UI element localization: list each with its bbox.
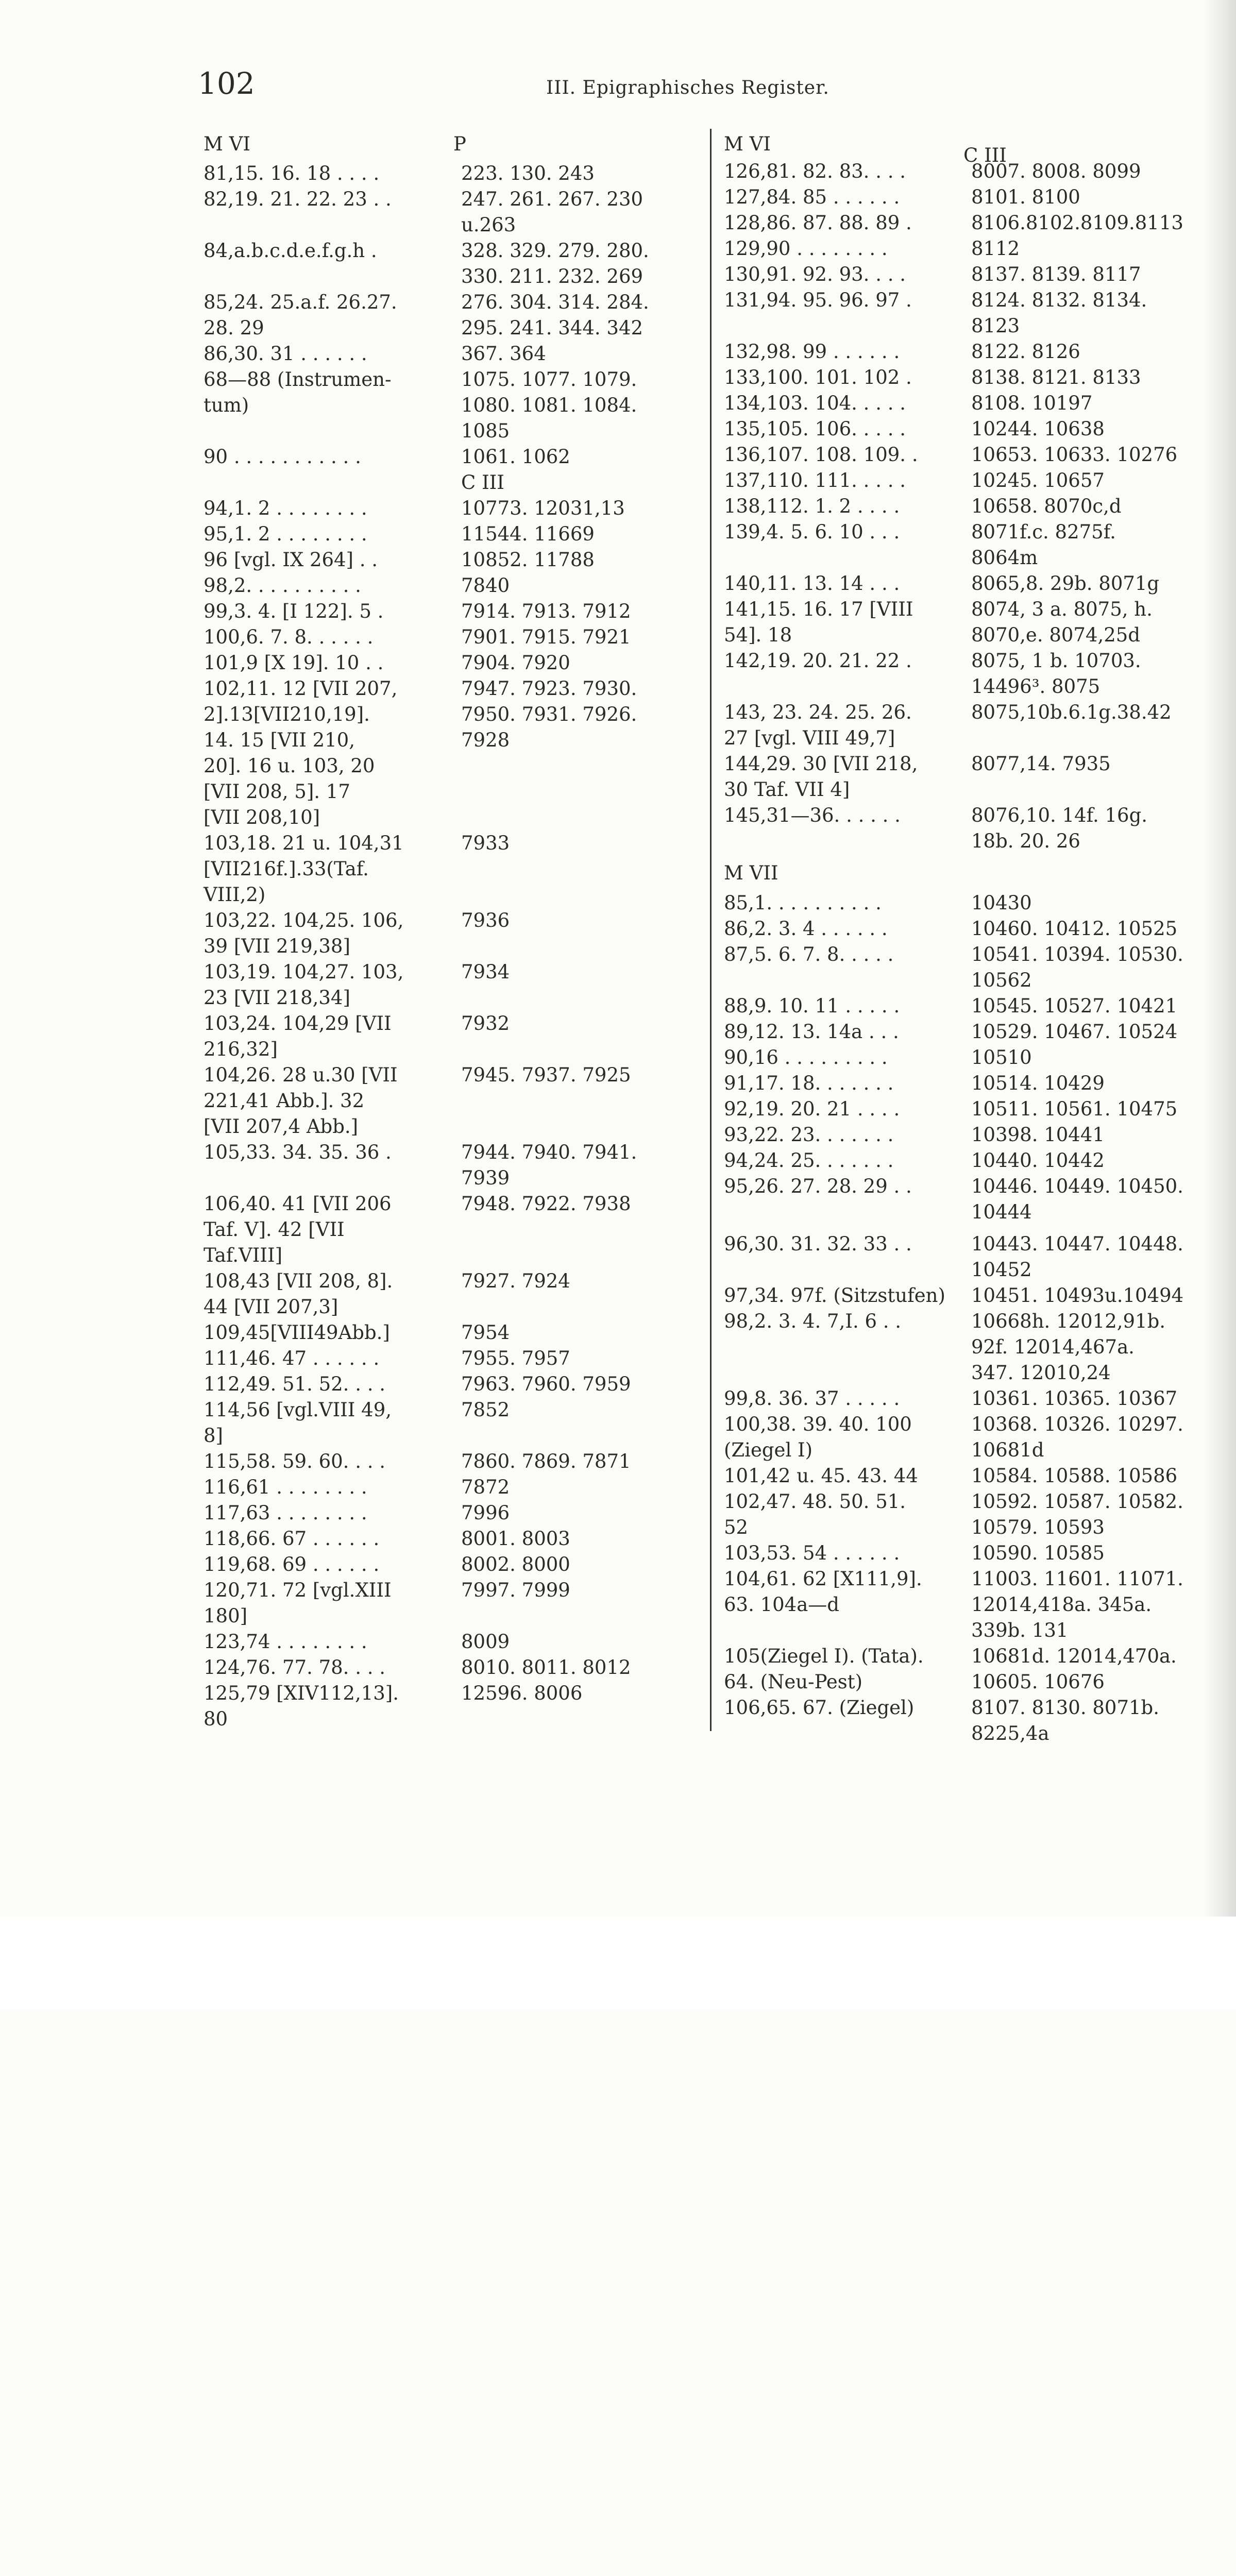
register-values: 10590. 10585 — [971, 1542, 1105, 1564]
register-reference: 84,a.b.c.d.e.f.g.h . — [204, 240, 377, 262]
register-values: 1075. 1077. 1079. 1080. 1081. 1084. 1085 — [461, 368, 637, 442]
register-reference: 108,43 [VII 208, 8]. 44 [VII 207,3] — [204, 1270, 393, 1318]
register-values: 8065,8. 29b. 8071g — [971, 572, 1160, 595]
register-values: 8124. 8132. 8134. 8123 — [971, 289, 1147, 337]
register-values: 8075, 1 b. 10703. 14496³. 8075 — [971, 650, 1141, 698]
register-reference: 102,47. 48. 50. 51. 52 — [724, 1490, 906, 1538]
register-reference: 99,3. 4. [I 122]. 5 . — [204, 600, 384, 622]
register-reference: 141,15. 16. 17 [VIII 54]. 18 — [724, 598, 913, 646]
register-values: 328. 329. 279. 280. 330. 211. 232. 269 — [461, 240, 649, 287]
register-values: 7945. 7937. 7925 — [461, 1064, 631, 1086]
register-reference: 115,58. 59. 60. . . . — [204, 1450, 385, 1472]
register-reference: 118,66. 67 . . . . . . — [204, 1528, 380, 1550]
register-reference: 86,30. 31 . . . . . . — [204, 343, 367, 365]
register-values: 10446. 10449. 10450. 10444 — [971, 1175, 1183, 1223]
register-reference: 142,19. 20. 21. 22 . — [724, 650, 912, 672]
register-reference: 103,53. 54 . . . . . . — [724, 1542, 900, 1564]
register-reference: 90 . . . . . . . . . . . — [204, 446, 361, 468]
register-reference: 95,26. 27. 28. 29 . . — [724, 1175, 912, 1197]
register-reference: 140,11. 13. 14 . . . — [724, 572, 900, 595]
register-reference: 112,49. 51. 52. . . . — [204, 1373, 385, 1395]
register-values: 10430 — [971, 892, 1032, 914]
register-values: 8122. 8126 — [971, 341, 1080, 363]
register-reference: 105(Ziegel I). (Tata). 64. (Neu-Pest) — [724, 1645, 924, 1693]
register-values: 8137. 8139. 8117 — [971, 263, 1141, 285]
register-reference: 114,56 [vgl.VIII 49, 8] — [204, 1399, 392, 1447]
register-reference: 101,9 [X 19]. 10 . . — [204, 652, 384, 674]
register-reference: 103,24. 104,29 [VII 216,32] — [204, 1012, 392, 1060]
register-reference: 86,2. 3. 4 . . . . . . — [724, 918, 888, 940]
register-values: 7936 — [461, 909, 510, 931]
register-values: 7996 — [461, 1502, 510, 1524]
register-values: 8001. 8003 — [461, 1528, 570, 1550]
register-reference: 88,9. 10. 11 . . . . . — [724, 995, 900, 1017]
register-values: 8010. 8011. 8012 — [461, 1656, 631, 1679]
register-values: 10545. 10527. 10421 — [971, 995, 1178, 1017]
register-values: 7840 — [461, 574, 510, 597]
register-reference: 102,11. 12 [VII 207, 2].13[VII210,19]. 14. 15 [VII 210, 20]. 16 u. 103, 20 [VII 208, 5]. 17 [VII 208,10] — [204, 677, 398, 828]
register-reference: 103,18. 21 u. 104,31 [VII216f.].33(Taf. VIII,2) — [204, 832, 404, 906]
register-values: 247. 261. 267. 230 u.263 — [461, 188, 644, 236]
register-values: 7934 — [461, 961, 510, 983]
register-values: 10460. 10412. 10525 — [971, 918, 1178, 940]
register-values: 10592. 10587. 10582. 10579. 10593 — [971, 1490, 1183, 1538]
register-reference: 94,24. 25. . . . . . . — [724, 1149, 894, 1172]
register-values: 7954 — [461, 1321, 510, 1344]
register-values: 7852 — [461, 1399, 510, 1421]
page-number: 102 — [198, 66, 255, 101]
register-reference: 117,63 . . . . . . . . — [204, 1502, 367, 1524]
column-divider — [710, 129, 712, 1731]
register-values: 7872 — [461, 1476, 510, 1498]
register-reference: 132,98. 99 . . . . . . — [724, 341, 900, 363]
register-reference: 97,34. 97f. (Sitzstufen) — [724, 1284, 945, 1307]
register-values: 11544. 11669 — [461, 523, 595, 545]
register-values: 7904. 7920 — [461, 652, 570, 674]
register-reference: 90,16 . . . . . . . . . — [724, 1046, 888, 1069]
register-reference: 103,19. 104,27. 103, 23 [VII 218,34] — [204, 961, 404, 1009]
register-reference: 133,100. 101. 102 . — [724, 366, 912, 388]
register-reference: 81,15. 16. 18 . . . . — [204, 162, 380, 184]
register-values: 7927. 7924 — [461, 1270, 570, 1292]
register-reference: 85,24. 25.a.f. 26.27. 28. 29 — [204, 291, 397, 339]
register-values: 7997. 7999 — [461, 1579, 570, 1601]
register-reference: 91,17. 18. . . . . . . — [724, 1072, 894, 1094]
register-reference: 92,19. 20. 21 . . . . — [724, 1098, 900, 1120]
register-reference: 124,76. 77. 78. . . . — [204, 1656, 385, 1679]
register-reference: 98,2. 3. 4. 7,I. 6 . . — [724, 1310, 902, 1332]
register-reference: 120,71. 72 [vgl.XIII 180] — [204, 1579, 392, 1627]
register-reference: 134,103. 104. . . . . — [724, 392, 906, 414]
register-values: 7914. 7913. 7912 — [461, 600, 631, 622]
right-val-header: C III — [963, 144, 1007, 166]
register-values: 7932 — [461, 1012, 510, 1035]
register-values: 7901. 7915. 7921 — [461, 626, 631, 648]
register-values: 10368. 10326. 10297. 10681d — [971, 1413, 1183, 1461]
register-values: 8074, 3 a. 8075, h. 8070,e. 8074,25d — [971, 598, 1153, 646]
register-reference: 87,5. 6. 7. 8. . . . . — [724, 943, 894, 965]
register-values: 8106.8102.8109.8113 — [971, 212, 1183, 234]
register-reference: 109,45[VIII49Abb.] — [204, 1321, 390, 1344]
register-values: 8002. 8000 — [461, 1553, 570, 1575]
register-values: 8077,14. 7935 — [971, 753, 1111, 775]
register-reference: 139,4. 5. 6. 10 . . . — [724, 521, 900, 543]
register-reference: 106,40. 41 [VII 206 Taf. V]. 42 [VII Taf.VIII] — [204, 1193, 392, 1266]
left-val-header: P — [453, 133, 466, 155]
register-reference: 128,86. 87. 88. 89 . — [724, 212, 912, 234]
register-values: 10361. 10365. 10367 — [971, 1387, 1178, 1410]
register-reference: 144,29. 30 [VII 218, 30 Taf. VII 4] — [724, 753, 918, 801]
register-reference: 99,8. 36. 37 . . . . . — [724, 1387, 900, 1410]
register-reference: 143, 23. 24. 25. 26. 27 [vgl. VIII 49,7] — [724, 701, 912, 749]
register-values: 7963. 7960. 7959 — [461, 1373, 631, 1395]
register-reference: 111,46. 47 . . . . . . — [204, 1347, 380, 1369]
register-reference: 103,22. 104,25. 106, 39 [VII 219,38] — [204, 909, 404, 957]
register-values: 8108. 10197 — [971, 392, 1093, 414]
register-values: 10653. 10633. 10276 — [971, 444, 1178, 466]
register-values: 10668h. 12012,91b. 92f. 12014,467a. 347. 12010,24 — [971, 1310, 1166, 1384]
running-head: III. Epigraphisches Register. — [546, 77, 829, 98]
register-values: 276. 304. 314. 284. 295. 241. 344. 342 — [461, 291, 649, 339]
register-reference: 123,74 . . . . . . . . — [204, 1631, 367, 1653]
register-values: 10244. 10638 — [971, 418, 1105, 440]
register-values: 8101. 8100 — [971, 186, 1080, 208]
register-reference: 95,1. 2 . . . . . . . . — [204, 523, 367, 545]
register-reference: 125,79 [XIV112,13]. 80 — [204, 1682, 399, 1730]
register-reference: 104,61. 62 [X111,9]. 63. 104a—d — [724, 1568, 922, 1616]
register-reference: 100,38. 39. 40. 100 (Ziegel I) — [724, 1413, 912, 1461]
register-values: 8075,10b.6.1g.38.42 — [971, 701, 1172, 723]
register-values: 10245. 10657 — [971, 469, 1105, 492]
register-values: 10510 — [971, 1046, 1032, 1069]
register-values: 7948. 7922. 7938 — [461, 1193, 631, 1215]
register-reference: 136,107. 108. 109. . — [724, 444, 918, 466]
register-values: 10443. 10447. 10448. 10452 — [971, 1233, 1183, 1281]
register-values: 10681d. 12014,470a. 10605. 10676 — [971, 1645, 1177, 1693]
footer-bar — [0, 1917, 1236, 2009]
register-values: 7933 — [461, 832, 510, 854]
register-reference: 94,1. 2 . . . . . . . . — [204, 497, 367, 519]
register-values: 367. 364 — [461, 343, 546, 365]
register-reference: 100,6. 7. 8. . . . . . — [204, 626, 374, 648]
register-reference: 101,42 u. 45. 43. 44 — [724, 1465, 918, 1487]
register-reference: 119,68. 69 . . . . . . — [204, 1553, 380, 1575]
register-values: 10514. 10429 — [971, 1072, 1105, 1094]
register-values: 10440. 10442 — [971, 1149, 1105, 1172]
page-edge-shadow — [1205, 0, 1236, 2009]
register-values: 8138. 8121. 8133 — [971, 366, 1141, 388]
register-reference: 135,105. 106. . . . . — [724, 418, 906, 440]
register-reference: 89,12. 13. 14a . . . — [724, 1021, 899, 1043]
register-values: 10541. 10394. 10530. 10562 — [971, 943, 1183, 991]
register-values: 8076,10. 14f. 16g. 18b. 20. 26 — [971, 804, 1148, 852]
register-values: 12596. 8006 — [461, 1682, 583, 1704]
register-values: 10451. 10493u.10494 — [971, 1284, 1184, 1307]
register-values: 10584. 10588. 10586 — [971, 1465, 1178, 1487]
register-reference: 82,19. 21. 22. 23 . . — [204, 188, 392, 210]
register-reference: 129,90 . . . . . . . . — [724, 238, 888, 260]
register-reference: 93,22. 23. . . . . . . — [724, 1124, 894, 1146]
register-values: 223. 130. 243 — [461, 162, 595, 184]
register-values: 8071f.c. 8275f. 8064m — [971, 521, 1116, 569]
register-reference: 104,26. 28 u.30 [VII 221,41 Abb.]. 32 [VII 207,4 Abb.] — [204, 1064, 398, 1138]
right-ref-header: M VI — [724, 133, 771, 155]
register-reference: 127,84. 85 . . . . . . — [724, 186, 900, 208]
register-values: 8007. 8008. 8099 — [971, 160, 1141, 182]
register-values: 10658. 8070c,d — [971, 495, 1122, 517]
register-reference: 98,2. . . . . . . . . . — [204, 574, 361, 597]
register-reference: 131,94. 95. 96. 97 . — [724, 289, 912, 311]
register-values: 7947. 7923. 7930. 7950. 7931. 7926. 7928 — [461, 677, 637, 751]
register-values: 10773. 12031,13 — [461, 497, 625, 519]
register-reference: 96 [vgl. IX 264] . . — [204, 549, 378, 571]
register-values: 8009 — [461, 1631, 510, 1653]
register-reference: 126,81. 82. 83. . . . — [724, 160, 906, 182]
register-values: 7860. 7869. 7871 — [461, 1450, 631, 1472]
register-values: 10511. 10561. 10475 — [971, 1098, 1178, 1120]
register-reference: 85,1. . . . . . . . . . — [724, 892, 882, 914]
register-values: 8112 — [971, 238, 1020, 260]
register-values: 7955. 7957 — [461, 1347, 570, 1369]
left-ref-header: M VI — [204, 133, 250, 155]
register-values: 10852. 11788 — [461, 549, 595, 571]
register-reference: 145,31—36. . . . . . — [724, 804, 901, 826]
register-reference: 105,33. 34. 35. 36 . — [204, 1141, 392, 1163]
register-reference: 137,110. 111. . . . . — [724, 469, 906, 492]
register-reference: 106,65. 67. (Ziegel) — [724, 1697, 915, 1719]
register-values: 7944. 7940. 7941. 7939 — [461, 1141, 637, 1189]
register-reference: M VII — [724, 862, 778, 884]
register-reference: 96,30. 31. 32. 33 . . — [724, 1233, 912, 1255]
register-reference: 68—88 (Instrumen- tum) — [204, 368, 392, 416]
register-values: 10398. 10441 — [971, 1124, 1105, 1146]
register-reference: 116,61 . . . . . . . . — [204, 1476, 367, 1498]
register-values: 11003. 11601. 11071. 12014,418a. 345a. 339b. 131 — [971, 1568, 1183, 1641]
register-values: 1061. 1062 C III — [461, 446, 570, 494]
register-values: 8107. 8130. 8071b. 8225,4a — [971, 1697, 1159, 1744]
register-reference: 138,112. 1. 2 . . . . — [724, 495, 900, 517]
register-reference: 130,91. 92. 93. . . . — [724, 263, 906, 285]
register-values: 10529. 10467. 10524 — [971, 1021, 1178, 1043]
